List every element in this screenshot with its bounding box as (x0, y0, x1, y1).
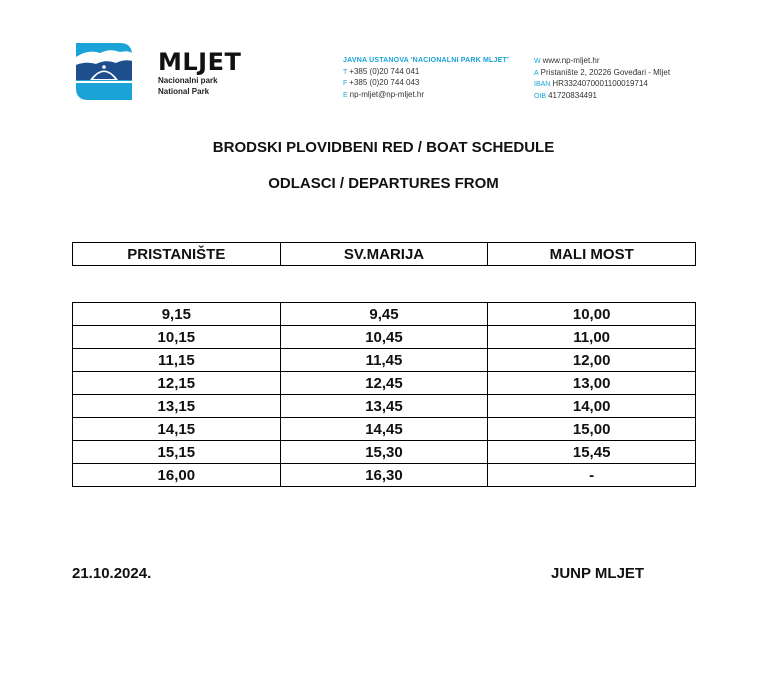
cell-pristaniste: 13,15 (73, 395, 281, 418)
cell-sv-marija: 9,45 (280, 303, 488, 326)
table-row (73, 464, 696, 487)
table-row (73, 326, 696, 349)
cell-sv-marija: 13,45 (280, 395, 488, 418)
org-name: JAVNA USTANOVA 'NACIONALNI PARK MLJET' (343, 57, 509, 64)
table-row (73, 395, 696, 418)
cell-mali-most: 15,45 (488, 441, 696, 464)
cell-mali-most: 14,00 (488, 395, 696, 418)
contact-address: A Pristanište 2, 20226 Goveđari - Mljet (534, 67, 671, 77)
cell-pristaniste: 12,15 (73, 372, 281, 395)
cell-mali-most: 10,00 (488, 303, 696, 326)
table-row (73, 349, 696, 372)
cell-pristaniste: 14,15 (73, 418, 281, 441)
table-row (73, 303, 696, 326)
cell-pristaniste: 15,15 (73, 441, 281, 464)
table-row (73, 372, 696, 395)
cell-pristaniste: 9,15 (73, 303, 281, 326)
column-header-sv-marija: SV.MARIJA (280, 243, 488, 266)
cell-pristaniste: 10,15 (73, 326, 281, 349)
brand-subtitle-en: National Park (158, 87, 210, 96)
contact-fax: F +385 (0)20 744 043 (343, 78, 420, 87)
cell-mali-most: 13,00 (488, 372, 696, 395)
cell-pristaniste: 11,15 (73, 349, 281, 372)
cell-sv-marija: 14,45 (280, 418, 488, 441)
cell-mali-most: 11,00 (488, 326, 696, 349)
cell-mali-most: 15,00 (488, 418, 696, 441)
brand-subtitle-hr: Nacionalni park (158, 76, 218, 85)
table-row (73, 441, 696, 464)
schedule-header-table (72, 242, 696, 266)
cell-sv-marija: 11,45 (280, 349, 488, 372)
header-row (73, 243, 696, 266)
footer-org: JUNP MLJET (551, 565, 645, 582)
contact-iban: IBAN HR3324070001100019714 (534, 79, 648, 88)
contact-block-right (534, 56, 670, 102)
cell-sv-marija: 15,30 (280, 441, 488, 464)
column-header-pristaniste: PRISTANIŠTE (73, 243, 281, 266)
brand-block (158, 50, 241, 96)
mljet-logo-icon (76, 43, 132, 100)
cell-mali-most: 12,00 (488, 349, 696, 372)
cell-mali-most: - (488, 464, 696, 487)
cell-pristaniste: 16,00 (73, 464, 281, 487)
contact-website[interactable]: W www.np-mljet.hr (534, 56, 600, 65)
footer-date: 21.10.2024. (72, 565, 152, 582)
contact-phone: T +385 (0)20 744 041 (343, 66, 420, 76)
document-title: BRODSKI PLOVIDBENI RED / BOAT SCHEDULE (212, 139, 555, 156)
table-row (73, 418, 696, 441)
cell-sv-marija: 12,45 (280, 372, 488, 395)
cell-sv-marija: 16,30 (280, 464, 488, 487)
cell-sv-marija: 10,45 (280, 326, 488, 349)
schedule-table (72, 302, 696, 487)
column-header-mali-most: MALI MOST (488, 243, 696, 266)
contact-oib: OIB 41720834491 (534, 90, 598, 100)
document-subtitle: ODLASCI / DEPARTURES FROM (268, 175, 499, 192)
contact-block-left (343, 56, 509, 101)
brand-name: MLJET (158, 48, 242, 76)
contact-email[interactable]: E np-mljet@np-mljet.hr (343, 89, 425, 99)
